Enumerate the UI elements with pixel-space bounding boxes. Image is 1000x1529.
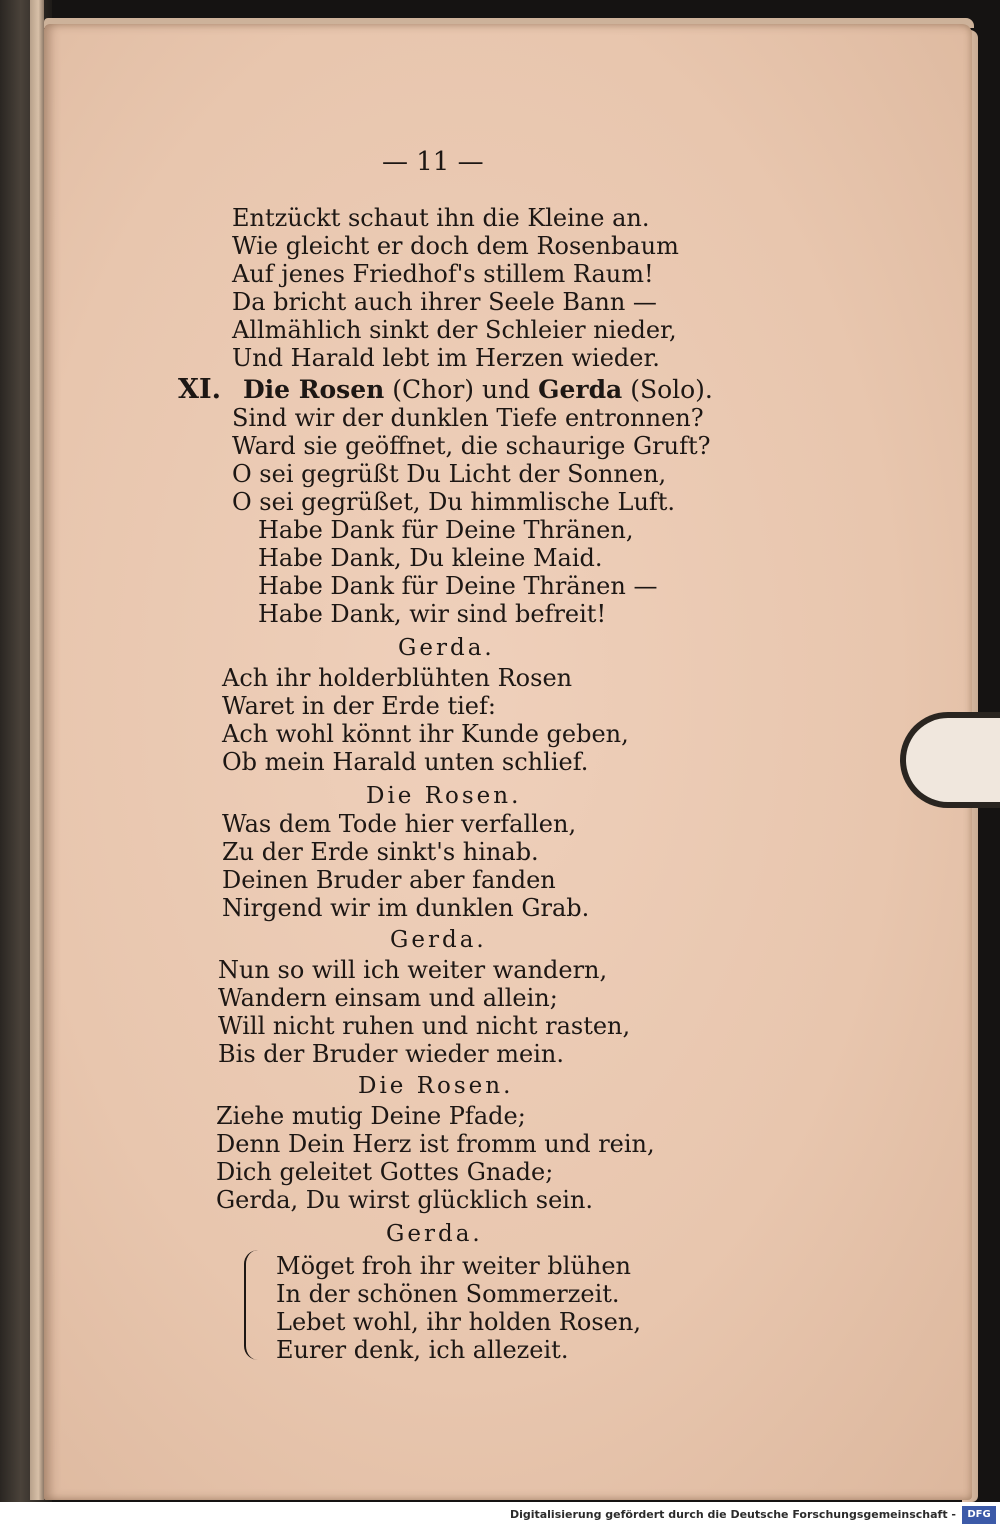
verse-line: Bis der Bruder wieder mein.	[218, 1040, 564, 1068]
verse-bracket	[244, 1250, 260, 1360]
verse-line: Dich geleitet Gottes Gnade;	[216, 1158, 554, 1186]
section-heading	[178, 376, 713, 404]
verse-line: Habe Dank für Deine Thränen —	[258, 572, 658, 600]
verse-line: Entzückt schaut ihn die Kleine an.	[232, 204, 650, 232]
heading-chor: (Chor) und	[392, 375, 531, 404]
verse-line: Habe Dank für Deine Thränen,	[258, 516, 634, 544]
verse-line: Ziehe mutig Deine Pfade;	[216, 1102, 526, 1130]
verse-line: Möget froh ihr weiter blühen	[276, 1252, 631, 1280]
verse-line: Da bricht auch ihrer Seele Bann —	[232, 288, 657, 316]
verse-line: Und Harald lebt im Herzen wieder.	[232, 344, 660, 372]
verse-line: Habe Dank, Du kleine Maid.	[258, 544, 603, 572]
verse-line: Was dem Tode hier verfallen,	[222, 810, 577, 838]
verse-line: Eurer denk, ich allezeit.	[276, 1336, 569, 1364]
verse-line: Nirgend wir im dunklen Grab.	[222, 894, 590, 922]
speaker-label: Gerda.	[386, 1221, 483, 1247]
verse-line: Denn Dein Herz ist fromm und rein,	[216, 1130, 655, 1158]
heading-rosen: Die Rosen	[242, 375, 385, 404]
verse-line: Lebet wohl, ihr holden Rosen,	[276, 1308, 641, 1336]
verse-line: Auf jenes Friedhof's stillem Raum!	[232, 260, 654, 288]
speaker-label: Gerda.	[390, 927, 487, 953]
digitization-footer	[0, 1502, 1000, 1529]
verse-line: Ward sie geöffnet, die schaurige Gruft?	[232, 432, 711, 460]
verse-line: Waret in der Erde tief:	[222, 692, 496, 720]
verse-line: Zu der Erde sinkt's hinab.	[222, 838, 539, 866]
speaker-label: Gerda.	[398, 635, 495, 661]
page-number: — 11 —	[382, 147, 484, 177]
verse-line: Ob mein Harald unten schlief.	[222, 748, 589, 776]
funding-credit: Digitalisierung gefördert durch die Deutsche Forschungsgemeinschaft -	[509, 1508, 956, 1521]
speaker-label: Die Rosen.	[358, 1073, 514, 1099]
verse-line: Ach wohl könnt ihr Kunde geben,	[222, 720, 629, 748]
binding-page-edges	[30, 0, 44, 1500]
verse-line: Nun so will ich weiter wandern,	[218, 956, 608, 984]
verse-line: Wie gleicht er doch dem Rosenbaum	[232, 232, 679, 260]
verse-line: In der schönen Sommerzeit.	[276, 1280, 620, 1308]
verse-line: Deinen Bruder aber fanden	[222, 866, 556, 894]
verse-line: Allmählich sinkt der Schleier nieder,	[232, 316, 677, 344]
section-numeral: XI.	[178, 374, 221, 405]
verse-line: Gerda, Du wirst glücklich sein.	[216, 1186, 594, 1214]
paper-clip	[900, 712, 1000, 808]
speaker-label: Die Rosen.	[366, 783, 522, 809]
heading-solo: (Solo).	[630, 375, 713, 404]
verse-line: Will nicht ruhen und nicht rasten,	[218, 1012, 631, 1040]
dfg-logo: DFG	[962, 1506, 996, 1524]
verse-line: Sind wir der dunklen Tiefe entronnen?	[232, 404, 704, 432]
verse-line: Habe Dank, wir sind befreit!	[258, 600, 607, 628]
verse-line: Wandern einsam und allein;	[218, 984, 558, 1012]
verse-line: Ach ihr holderblühten Rosen	[222, 664, 573, 692]
heading-gerda: Gerda	[538, 375, 623, 404]
verse-line: O sei gegrüßet, Du himmlische Luft.	[232, 488, 676, 516]
verse-line: O sei gegrüßt Du Licht der Sonnen,	[232, 460, 667, 488]
